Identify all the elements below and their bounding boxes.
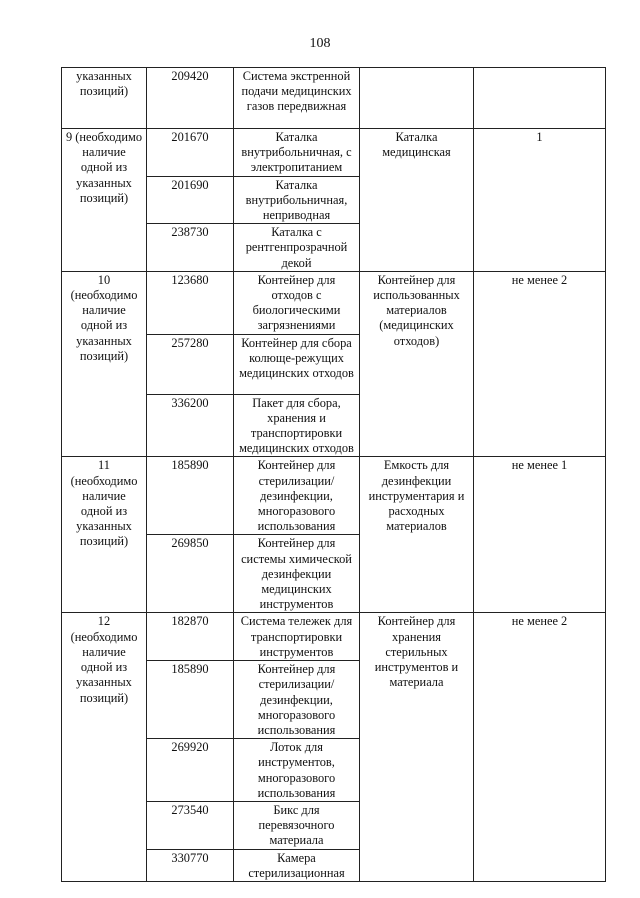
position-number-cell: указанных позиций) bbox=[62, 68, 147, 129]
item-name-cell: Каталка с рентгенпрозрачной декой bbox=[234, 224, 360, 272]
item-name-cell: Контейнер для сбора колюще-режущих медицинских отходов bbox=[234, 334, 360, 394]
code-cell: 209420 bbox=[147, 68, 234, 129]
code-cell: 336200 bbox=[147, 394, 234, 457]
item-name-cell: Камера стерилизационная bbox=[234, 849, 360, 881]
code-cell: 269850 bbox=[147, 535, 234, 613]
position-number-cell: 9 (необходимо наличие одной из указанных позиций) bbox=[62, 129, 147, 272]
code-cell: 182870 bbox=[147, 613, 234, 661]
code-cell: 238730 bbox=[147, 224, 234, 272]
code-cell: 185890 bbox=[147, 661, 234, 739]
equipment-type-cell: Каталка медицинская bbox=[360, 129, 474, 272]
position-number-cell: 12 (необходимо наличие одной из указанных позиций) bbox=[62, 613, 147, 881]
item-name-cell: Контейнер для стерилизации/ дезинфекции, многоразового использования bbox=[234, 457, 360, 535]
item-name-cell: Контейнер для отходов с биологическими загрязнениями bbox=[234, 271, 360, 334]
page-number: 108 bbox=[309, 36, 331, 51]
quantity-cell: не менее 2 bbox=[474, 271, 606, 457]
equipment-type-cell bbox=[360, 68, 474, 129]
item-name-cell: Система экстренной подачи медицинских газов передвижная bbox=[234, 68, 360, 129]
item-name-cell: Контейнер для системы химической дезинфекции медицинских инструментов bbox=[234, 535, 360, 613]
code-cell: 269920 bbox=[147, 739, 234, 802]
code-cell: 123680 bbox=[147, 271, 234, 334]
position-number-cell: 11 (необходимо наличие одной из указанных позиций) bbox=[62, 457, 147, 613]
code-cell: 273540 bbox=[147, 801, 234, 849]
equipment-table bbox=[61, 67, 606, 882]
equipment-type-cell: Контейнер для использованных материалов (медицинских отходов) bbox=[360, 271, 474, 457]
quantity-cell bbox=[474, 68, 606, 129]
quantity-cell: не менее 1 bbox=[474, 457, 606, 613]
item-name-cell: Система тележек для транспортировки инструментов bbox=[234, 613, 360, 661]
table-row bbox=[62, 68, 606, 129]
item-name-cell: Пакет для сбора, хранения и транспортировки медицинских отходов bbox=[234, 394, 360, 457]
code-cell: 185890 bbox=[147, 457, 234, 535]
table-row bbox=[62, 129, 606, 177]
equipment-type-cell: Контейнер для хранения стерильных инструментов и материала bbox=[360, 613, 474, 881]
item-name-cell: Каталка внутрибольничная, с электропитанием bbox=[234, 129, 360, 177]
quantity-cell: 1 bbox=[474, 129, 606, 272]
code-cell: 257280 bbox=[147, 334, 234, 394]
item-name-cell: Лоток для инструментов, многоразового использования bbox=[234, 739, 360, 802]
table-row bbox=[62, 271, 606, 334]
position-number-cell: 10 (необходимо наличие одной из указанных позиций) bbox=[62, 271, 147, 457]
item-name-cell: Каталка внутрибольничная, неприводная bbox=[234, 176, 360, 224]
table-row bbox=[62, 613, 606, 661]
table-row bbox=[62, 457, 606, 535]
quantity-cell: не менее 2 bbox=[474, 613, 606, 881]
equipment-type-cell: Емкость для дезинфекции инструментария и расходных материалов bbox=[360, 457, 474, 613]
item-name-cell: Бикс для перевязочного материала bbox=[234, 801, 360, 849]
code-cell: 330770 bbox=[147, 849, 234, 881]
code-cell: 201670 bbox=[147, 129, 234, 177]
code-cell: 201690 bbox=[147, 176, 234, 224]
item-name-cell: Контейнер для стерилизации/ дезинфекции, многоразового использования bbox=[234, 661, 360, 739]
